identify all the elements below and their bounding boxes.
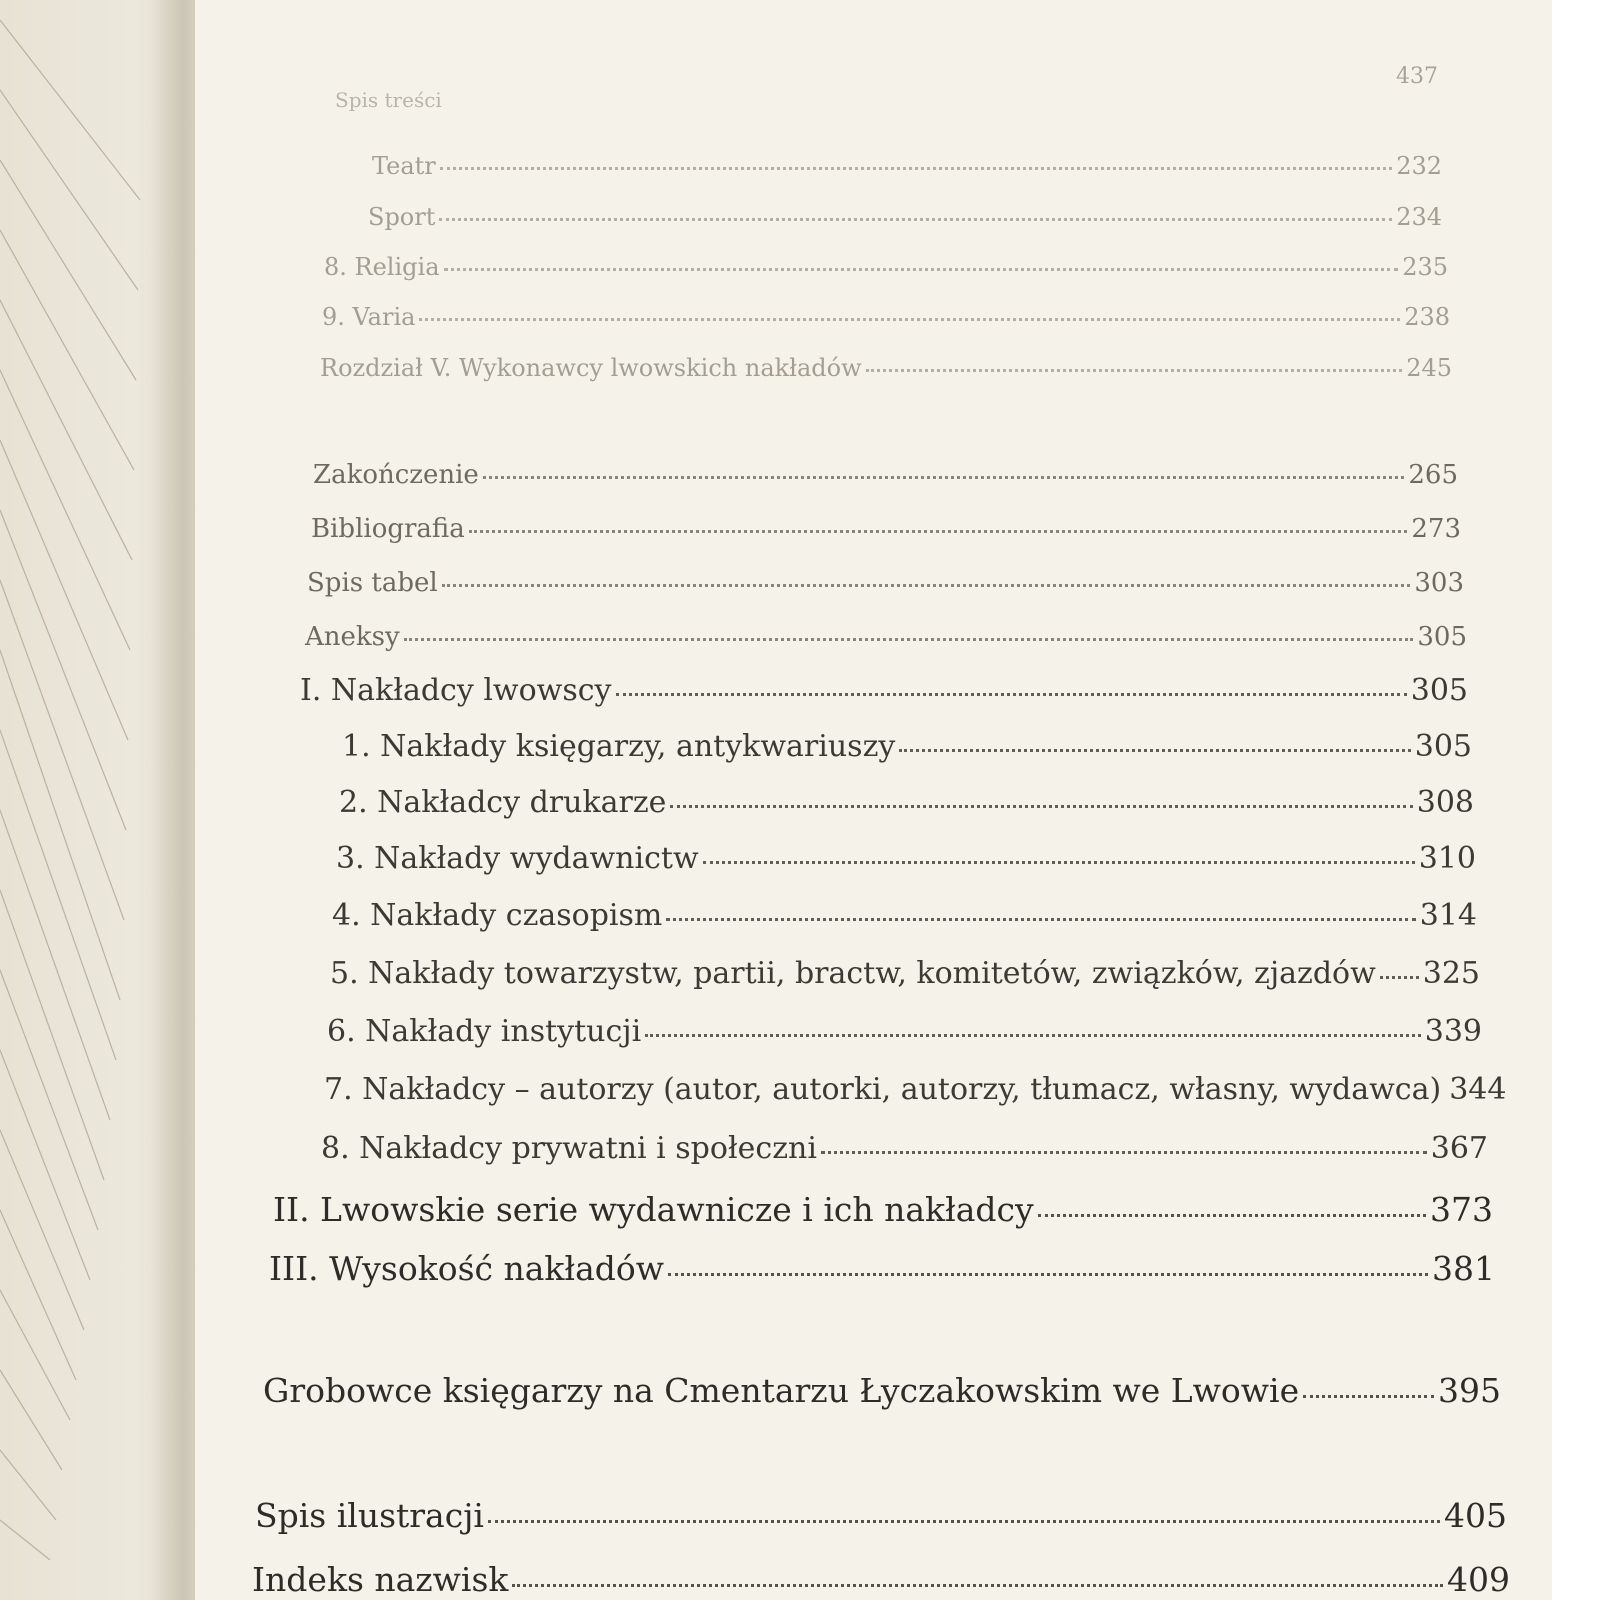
- toc-entry: [255, 1496, 1507, 1535]
- toc-entry-label: Rozdział V. Wykonawcy lwowskich nakładów: [320, 354, 862, 382]
- dot-leader: [668, 1273, 1428, 1276]
- toc-entry-page: 232: [1396, 152, 1442, 180]
- toc-entry-page: 310: [1418, 841, 1476, 876]
- toc-entry-page: 405: [1444, 1496, 1507, 1535]
- toc-entry: [332, 898, 1477, 933]
- toc-entry: [305, 622, 1467, 652]
- dot-leader: [404, 638, 1414, 641]
- toc-entry-page: 273: [1411, 514, 1461, 544]
- dot-leader: [419, 318, 1400, 321]
- toc-entry-page: 409: [1447, 1560, 1510, 1599]
- dot-leader: [1303, 1395, 1434, 1398]
- toc-entry-page: 265: [1408, 460, 1458, 490]
- dot-leader: [670, 805, 1412, 808]
- toc-entry-page: 339: [1424, 1014, 1482, 1049]
- toc-entry: [372, 152, 1442, 180]
- toc-entry-label: 3. Nakłady wydawnictw: [336, 841, 699, 876]
- dot-leader: [645, 1034, 1421, 1037]
- toc-entry-label: Aneksy: [305, 622, 400, 652]
- toc-entry: [336, 841, 1476, 876]
- toc-entry-label: Indeks nazwisk: [252, 1560, 509, 1599]
- toc-entry-label: 6. Nakłady instytucji: [327, 1014, 642, 1049]
- toc-entry: [368, 203, 1442, 231]
- toc-entry-page: 308: [1416, 785, 1474, 820]
- toc-entry: [320, 354, 1452, 382]
- dot-leader: [488, 1520, 1440, 1523]
- dot-leader: [1380, 976, 1419, 979]
- toc-entry-page: 245: [1406, 354, 1452, 382]
- toc-entry-label: Spis ilustracji: [255, 1496, 484, 1535]
- dot-leader: [469, 530, 1408, 533]
- toc-entry: [307, 568, 1464, 598]
- toc-entry: [263, 1371, 1501, 1410]
- toc-entry-label: II. Lwowskie serie wydawnicze i ich nakładcy: [273, 1190, 1034, 1229]
- toc-entry-label: Teatr: [372, 152, 436, 180]
- toc-entry: [324, 1072, 1507, 1107]
- toc-entry-label: Sport: [368, 203, 436, 231]
- dot-leader: [483, 476, 1405, 479]
- toc-entry-page: 373: [1430, 1190, 1493, 1229]
- toc-entry-label: 5. Nakłady towarzystw, partii, bractw, komitetów, związków, zjazdów: [330, 956, 1376, 991]
- toc-entry: [273, 1190, 1493, 1229]
- toc-entry-page: 367: [1430, 1131, 1488, 1166]
- toc-entry-label: 8. Nakładcy prywatni i społeczni: [321, 1131, 817, 1166]
- toc-entry: [339, 785, 1474, 820]
- toc-entry-label: Spis tabel: [307, 568, 438, 598]
- toc-entry-label: 9. Varia: [322, 303, 416, 331]
- dot-leader: [512, 1584, 1443, 1587]
- toc-entry: [252, 1560, 1510, 1599]
- toc-entry-label: Grobowce księgarzy na Cmentarzu Łyczakowskim we Lwowie: [263, 1371, 1300, 1410]
- dot-leader: [666, 918, 1415, 921]
- toc-entry-page: 305: [1417, 622, 1467, 652]
- toc-entry: [322, 303, 1450, 331]
- dot-leader: [442, 584, 1411, 587]
- dot-leader: [1038, 1214, 1426, 1217]
- toc-entry-page: 303: [1414, 568, 1464, 598]
- toc-entry-label: 4. Nakłady czasopism: [332, 898, 663, 933]
- toc-entry-page: 305: [1410, 673, 1468, 708]
- toc-entry-page: 235: [1402, 253, 1448, 281]
- toc-entry-page: 395: [1438, 1371, 1501, 1410]
- toc-entry-label: 2. Nakładcy drukarze: [339, 785, 667, 820]
- toc-entry-page: 238: [1404, 303, 1450, 331]
- toc-entry-label: 1. Nakłady księgarzy, antykwariuszy: [342, 729, 896, 764]
- background-edge: [1552, 0, 1600, 1600]
- dot-leader: [821, 1151, 1427, 1154]
- dot-leader: [899, 749, 1410, 752]
- toc-entry-page: 305: [1414, 729, 1472, 764]
- dot-leader: [439, 218, 1392, 221]
- toc-entry-page: 325: [1422, 956, 1480, 991]
- toc-entry: [327, 1014, 1482, 1049]
- toc-entry: [321, 1131, 1488, 1166]
- toc-entry-page: 314: [1419, 898, 1477, 933]
- toc-entry: [313, 460, 1458, 490]
- toc-entry: [342, 729, 1472, 764]
- page-number: 437: [1396, 64, 1438, 89]
- toc-entry-label: Bibliografia: [311, 514, 465, 544]
- dot-leader: [866, 369, 1403, 372]
- toc-entry-label: 7. Nakładcy – autorzy (autor, autorki, autorzy, tłumacz, własny, wydawca): [324, 1072, 1442, 1107]
- running-header: Spis treści: [335, 88, 442, 112]
- toc-entry-page: 381: [1432, 1249, 1495, 1288]
- dot-leader: [616, 693, 1407, 696]
- dot-leader: [444, 268, 1399, 271]
- toc-entry-page: 234: [1396, 203, 1442, 231]
- toc-entry-label: Zakończenie: [313, 460, 479, 490]
- toc-entry: [311, 514, 1461, 544]
- toc-entry: [300, 673, 1468, 708]
- toc-entry-label: III. Wysokość nakładów: [269, 1249, 665, 1288]
- toc-entry: [324, 253, 1448, 281]
- dot-leader: [440, 167, 1392, 170]
- toc-entry-label: 8. Religia: [324, 253, 440, 281]
- dot-leader: [703, 861, 1415, 864]
- toc-entry: [269, 1249, 1495, 1288]
- toc-entry: [330, 956, 1480, 991]
- toc-entry-label: I. Nakładcy lwowscy: [300, 673, 612, 708]
- toc-entry-page: 344: [1449, 1072, 1507, 1107]
